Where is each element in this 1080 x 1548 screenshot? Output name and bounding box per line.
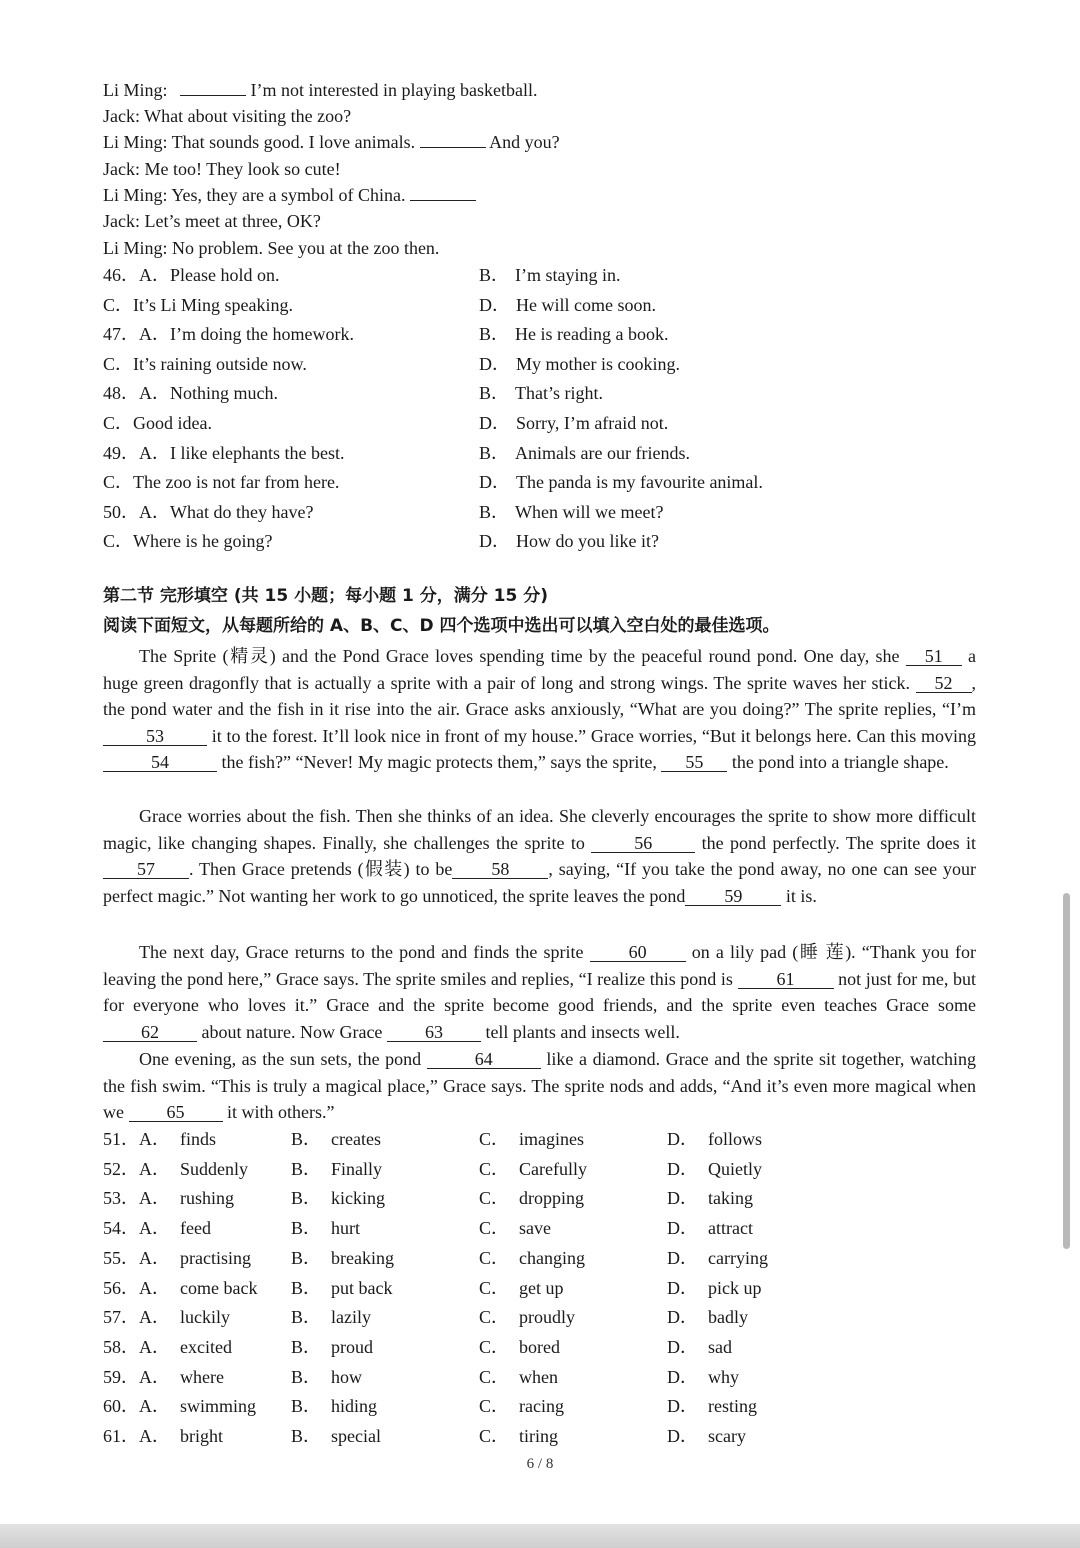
- option-label: B．: [291, 1188, 322, 1209]
- option-label: D．: [667, 1336, 698, 1357]
- cloze-option-row: [103, 1158, 1003, 1180]
- option-row: [103, 501, 1003, 523]
- passage-text: , saying, “If you take the pond away, no one can see your perfect magic.” Not wanting her work to go unnoticed, the sprite leaves the pond: [103, 859, 976, 906]
- option-text: Finally: [331, 1158, 383, 1179]
- cloze-option-c: [479, 1158, 587, 1180]
- option-label: D．: [667, 1158, 698, 1179]
- option-text: get up: [519, 1277, 564, 1298]
- cloze-option-b: [291, 1366, 362, 1388]
- dialogue-text: Li Ming: That sounds good. I love animals.: [103, 132, 420, 152]
- answer-blank: [410, 186, 476, 201]
- page-number: 6 / 8: [526, 1456, 554, 1472]
- option-label: B．: [291, 1247, 322, 1268]
- option-right: [479, 294, 656, 316]
- option-text: bright: [180, 1426, 223, 1446]
- dialogue-text: I’m not interested in playing basketball.: [246, 80, 538, 100]
- section-instruction: 阅读下面短文，从每题所给的 A、B、C、D 四个选项中选出可以填入空白处的最佳选项。: [103, 616, 780, 636]
- option-text: pick up: [708, 1277, 762, 1298]
- option-left: [103, 442, 344, 464]
- passage-text: . Then Grace pretends (假装) to be: [189, 859, 453, 879]
- dialogue-text: And you?: [485, 132, 560, 152]
- option-label: C．: [479, 1129, 510, 1149]
- option-label: D．: [667, 1396, 698, 1417]
- option-label: D．: [667, 1307, 698, 1328]
- cloze-option-c: [479, 1187, 584, 1209]
- question-number: 51．: [103, 1129, 139, 1149]
- passage-text: not just for me, but for everyone who loves it.” Grace and the sprite become good friends, and the sprite even teaches Grace some: [103, 968, 976, 1015]
- option-text: where: [180, 1366, 224, 1387]
- option-label: B．: [479, 324, 510, 345]
- option-label: C．: [479, 1396, 510, 1417]
- option-text: He will come soon.: [516, 294, 656, 315]
- question-number: 56．: [103, 1277, 139, 1298]
- option-text: Nothing much.: [170, 383, 278, 404]
- passage-paragraph-2: [103, 803, 976, 909]
- option-text: why: [708, 1366, 739, 1387]
- passage-text: it to the forest. It’ll look nice in front of my house.” Grace worries, “But it belongs here. Can this moving: [207, 725, 976, 746]
- option-text: How do you like it?: [516, 531, 659, 552]
- option-text: hiding: [331, 1396, 378, 1417]
- option-text: dropping: [519, 1188, 585, 1209]
- option-label: A．: [139, 1247, 170, 1268]
- option-text: racing: [519, 1396, 564, 1417]
- option-row: [103, 382, 1003, 404]
- cloze-option-c: [479, 1366, 558, 1388]
- option-label: B．: [291, 1277, 322, 1298]
- option-label: C．: [479, 1277, 510, 1298]
- option-text: It’s Li Ming speaking.: [133, 294, 294, 315]
- option-label: B．: [291, 1426, 322, 1446]
- option-text: luckily: [180, 1307, 230, 1328]
- option-row: [103, 530, 1003, 552]
- option-text: bored: [519, 1336, 560, 1357]
- option-right: [479, 323, 668, 345]
- blank-63: 63: [387, 1023, 481, 1042]
- cloze-option-d: [667, 1366, 739, 1388]
- option-label: A．: [139, 1129, 170, 1149]
- option-label: C．: [479, 1247, 510, 1268]
- cloze-option-d: [667, 1247, 768, 1269]
- blank-51: 51: [906, 647, 962, 666]
- option-right: [479, 353, 680, 375]
- option-text: Where is he going?: [133, 531, 273, 552]
- option-text: hurt: [331, 1218, 361, 1239]
- cloze-option-a: [103, 1128, 216, 1150]
- cloze-option-c: [479, 1336, 560, 1358]
- cloze-option-a: [103, 1247, 251, 1269]
- option-label: C．: [479, 1307, 510, 1328]
- cloze-option-a: [103, 1366, 224, 1388]
- option-text: follows: [708, 1129, 762, 1149]
- option-right: [479, 471, 763, 493]
- option-left: [103, 382, 278, 404]
- cloze-option-row: [103, 1366, 1003, 1388]
- option-text: swimming: [180, 1396, 257, 1417]
- option-label: D．: [667, 1426, 698, 1446]
- option-left: [103, 294, 293, 316]
- option-left: [103, 530, 272, 552]
- option-right: [479, 382, 603, 404]
- option-row: [103, 264, 1003, 286]
- option-label: 50．A．: [103, 501, 170, 522]
- option-label: B．: [291, 1307, 322, 1328]
- option-label: D．: [479, 531, 510, 552]
- cloze-option-d: [667, 1217, 753, 1239]
- option-text: Animals are our friends.: [515, 442, 690, 463]
- cloze-option-d: [667, 1277, 762, 1299]
- option-text: creates: [331, 1129, 381, 1149]
- option-text: I’m staying in.: [515, 265, 621, 285]
- option-text: scary: [708, 1426, 746, 1446]
- blank-65: 65: [129, 1103, 223, 1122]
- option-row: [103, 353, 1003, 375]
- passage-text: Grace worries about the fish. Then she thinks of an idea. She cleverly encourages the sprite to show more difficult magic, like changing shapes. Finally, she challenges the sprite to: [103, 806, 976, 853]
- option-label: A．: [139, 1396, 170, 1417]
- option-label: D．: [667, 1247, 698, 1268]
- option-row: [103, 412, 1003, 434]
- cloze-option-b: [291, 1247, 394, 1269]
- option-label: C．: [103, 294, 134, 315]
- blank-60: 60: [590, 943, 686, 962]
- scrollbar[interactable]: [1063, 893, 1070, 1249]
- option-left: [103, 471, 339, 493]
- option-text: kicking: [331, 1188, 386, 1209]
- answer-blank: [420, 133, 486, 148]
- option-left: [103, 501, 313, 523]
- option-label: C．: [103, 472, 134, 493]
- passage-text: The Sprite (精灵) and the Pond Grace loves spending time by the peaceful round pond. One day, she: [139, 646, 906, 666]
- answer-blank: [180, 81, 246, 96]
- cloze-option-d: [667, 1395, 757, 1417]
- cloze-option-d: [667, 1425, 746, 1447]
- option-label: 48．A．: [103, 383, 170, 404]
- dialogue-line: [103, 238, 439, 258]
- passage-text: The next day, Grace returns to the pond and finds the sprite: [139, 942, 590, 962]
- option-label: B．: [291, 1366, 322, 1387]
- blank-58: 58: [452, 860, 548, 879]
- option-label: A．: [139, 1336, 170, 1357]
- option-text: special: [331, 1426, 381, 1446]
- option-label: D．: [479, 353, 510, 374]
- option-text: Please hold on.: [170, 265, 280, 285]
- option-text: The zoo is not far from here.: [133, 472, 340, 493]
- question-number: 60．: [103, 1396, 139, 1417]
- option-label: B．: [291, 1396, 322, 1417]
- dialogue-line: [103, 185, 476, 205]
- cloze-option-a: [103, 1217, 211, 1239]
- dialogue-line: [103, 132, 560, 152]
- option-label: C．: [479, 1366, 510, 1387]
- passage-text: the fish?” “Never! My magic protects them,” says the sprite,: [217, 752, 662, 772]
- option-label: D．: [667, 1277, 698, 1298]
- option-text: Carefully: [519, 1158, 587, 1179]
- option-text: save: [519, 1218, 551, 1239]
- cloze-option-row: [103, 1336, 1003, 1358]
- passage-text: on a lily pad (睡 莲). “Thank you for leaving the pond here,” Grace says. The sprite smiles and replies, “I realize this pond is: [103, 942, 977, 989]
- passage-text: like a diamond. Grace and the sprite sit together, watching the fish swim. “This is truly a magical place,” Grace says. The sprite nods and adds, “And it’s even more magical when we: [103, 1049, 976, 1122]
- question-number: 55．: [103, 1247, 139, 1268]
- blank-52: 52: [916, 674, 972, 693]
- option-label: C．: [479, 1158, 510, 1179]
- cloze-option-b: [291, 1187, 385, 1209]
- blank-62: 62: [103, 1023, 197, 1042]
- option-text: how: [331, 1366, 363, 1387]
- option-right: [479, 530, 659, 552]
- dialogue-text: Li Ming:: [103, 80, 173, 100]
- option-label: D．: [667, 1366, 698, 1387]
- dialogue-text: Jack: What about visiting the zoo?: [103, 106, 352, 126]
- option-label: C．: [479, 1336, 510, 1357]
- option-label: D．: [479, 472, 510, 493]
- option-text: It’s raining outside now.: [133, 353, 307, 374]
- option-text: Suddenly: [180, 1158, 249, 1179]
- cloze-option-d: [667, 1128, 762, 1150]
- passage-text: it is.: [781, 885, 817, 906]
- option-text: sad: [708, 1336, 732, 1357]
- cloze-option-c: [479, 1425, 558, 1447]
- option-text: taking: [708, 1188, 753, 1209]
- cloze-option-c: [479, 1128, 584, 1150]
- cloze-option-b: [291, 1158, 382, 1180]
- option-text: changing: [519, 1247, 585, 1268]
- option-label: B．: [479, 383, 510, 404]
- option-label: D．: [479, 413, 510, 433]
- option-right: [479, 442, 690, 464]
- dialogue-line: [103, 106, 351, 126]
- option-text: I’m doing the homework.: [170, 324, 354, 345]
- option-row: [103, 294, 1003, 316]
- blank-54: 54: [103, 753, 217, 772]
- blank-57: 57: [103, 860, 189, 879]
- cloze-option-a: [103, 1187, 234, 1209]
- option-text: That’s right.: [515, 383, 604, 404]
- cloze-option-b: [291, 1306, 371, 1328]
- dialogue-text: Jack: Let’s meet at three, OK?: [103, 211, 321, 231]
- option-label: B．: [291, 1336, 322, 1357]
- cloze-option-c: [479, 1247, 585, 1269]
- cloze-option-d: [667, 1158, 762, 1180]
- cloze-option-a: [103, 1158, 248, 1180]
- blank-64: 64: [427, 1050, 541, 1069]
- passage-text: tell plants and insects well.: [480, 1021, 680, 1042]
- option-text: I like elephants the best.: [170, 442, 345, 463]
- option-text: excited: [180, 1336, 232, 1357]
- option-text: He is reading a book.: [515, 324, 669, 345]
- cloze-option-d: [667, 1336, 732, 1358]
- option-text: resting: [708, 1396, 757, 1417]
- cloze-option-a: [103, 1306, 230, 1328]
- cloze-option-a: [103, 1277, 257, 1299]
- option-text: proudly: [519, 1307, 576, 1328]
- option-left: [103, 323, 354, 345]
- option-label: D．: [479, 294, 510, 315]
- dialogue-line: [103, 159, 341, 179]
- cloze-option-row: [103, 1128, 1003, 1150]
- option-label: A．: [139, 1188, 170, 1209]
- option-label: C．: [103, 353, 134, 374]
- option-label: 47．A．: [103, 324, 170, 345]
- cloze-option-b: [291, 1217, 360, 1239]
- option-label: D．: [667, 1129, 698, 1149]
- passage-paragraph-4: [103, 1046, 976, 1126]
- cloze-option-b: [291, 1277, 393, 1299]
- option-label: C．: [479, 1426, 510, 1446]
- option-text: finds: [180, 1129, 216, 1149]
- option-text: Good idea.: [133, 413, 212, 433]
- option-left: [103, 353, 307, 375]
- option-text: tiring: [519, 1426, 559, 1446]
- question-number: 59．: [103, 1366, 139, 1387]
- option-right: [479, 501, 663, 523]
- option-text: rushing: [180, 1188, 234, 1209]
- cloze-option-row: [103, 1306, 1003, 1328]
- option-text: practising: [180, 1247, 251, 1268]
- blank-56: 56: [591, 834, 695, 853]
- cloze-option-b: [291, 1425, 381, 1447]
- option-text: attract: [708, 1218, 753, 1239]
- option-text: come back: [180, 1277, 258, 1298]
- blank-59: 59: [685, 887, 781, 906]
- option-label: 46．A．: [103, 265, 170, 285]
- question-number: 53．: [103, 1188, 139, 1209]
- passage-text: about nature. Now Grace: [197, 1021, 387, 1042]
- option-right: [479, 264, 621, 286]
- option-label: B．: [479, 501, 510, 522]
- option-label: A．: [139, 1158, 170, 1179]
- option-text: Sorry, I’m afraid not.: [516, 413, 669, 433]
- option-left: [103, 412, 212, 434]
- option-label: C．: [103, 413, 134, 433]
- cloze-option-b: [291, 1128, 381, 1150]
- option-label: A．: [139, 1307, 170, 1328]
- dialogue-line: [103, 80, 537, 100]
- cloze-option-b: [291, 1336, 373, 1358]
- cloze-option-c: [479, 1395, 564, 1417]
- question-number: 52．: [103, 1158, 139, 1179]
- passage-text: , the pond water and the fish in it rise into the air. Grace asks anxiously, “What are you doing?” The sprite replies, “I’m: [103, 672, 976, 719]
- option-text: feed: [180, 1218, 211, 1239]
- option-text: put back: [331, 1277, 393, 1298]
- cloze-option-d: [667, 1306, 748, 1328]
- option-label: 49．A．: [103, 442, 170, 463]
- option-text: breaking: [331, 1247, 394, 1268]
- option-right: [479, 412, 668, 434]
- option-label: B．: [291, 1218, 322, 1239]
- option-label: A．: [139, 1218, 170, 1239]
- question-number: 54．: [103, 1218, 139, 1239]
- option-label: A．: [139, 1366, 170, 1387]
- option-label: D．: [667, 1188, 698, 1209]
- cloze-option-row: [103, 1425, 1003, 1447]
- question-number: 58．: [103, 1336, 139, 1357]
- option-text: lazily: [331, 1307, 371, 1328]
- option-text: The panda is my favourite animal.: [516, 472, 763, 493]
- option-text: Quietly: [708, 1158, 762, 1179]
- passage-text: One evening, as the sun sets, the pond: [139, 1049, 427, 1069]
- question-number: 61．: [103, 1426, 139, 1446]
- cloze-option-row: [103, 1247, 1003, 1269]
- cloze-option-a: [103, 1425, 223, 1447]
- option-label: A．: [139, 1426, 170, 1446]
- option-text: carrying: [708, 1247, 768, 1268]
- option-row: [103, 471, 1003, 493]
- blank-53: 53: [103, 727, 207, 746]
- cloze-option-b: [291, 1395, 377, 1417]
- option-left: [103, 264, 280, 286]
- dialogue-line: [103, 211, 321, 231]
- option-text: imagines: [519, 1129, 585, 1149]
- cloze-option-a: [103, 1336, 232, 1358]
- dialogue-text: Li Ming: No problem. See you at the zoo then.: [103, 238, 440, 258]
- cloze-option-c: [479, 1217, 551, 1239]
- passage-text: a huge green dragonfly that is actually a sprite with a pair of long and strong wings. The sprite waves her stick.: [103, 646, 976, 693]
- option-text: when: [519, 1366, 559, 1387]
- cloze-option-row: [103, 1277, 1003, 1299]
- option-text: proud: [331, 1336, 374, 1357]
- option-text: When will we meet?: [515, 501, 664, 522]
- passage-paragraph-3: [103, 939, 976, 1045]
- cloze-option-row: [103, 1217, 1003, 1239]
- option-label: C．: [479, 1218, 510, 1239]
- option-label: A．: [139, 1277, 170, 1298]
- dialogue-text: Li Ming: Yes, they are a symbol of China.: [103, 185, 410, 205]
- cloze-option-c: [479, 1306, 575, 1328]
- cloze-option-row: [103, 1187, 1003, 1209]
- option-text: badly: [708, 1307, 748, 1328]
- cloze-option-row: [103, 1395, 1003, 1417]
- option-row: [103, 323, 1003, 345]
- option-label: B．: [291, 1158, 322, 1179]
- passage-paragraph-1: [103, 643, 976, 776]
- cloze-option-c: [479, 1277, 564, 1299]
- option-text: What do they have?: [170, 501, 314, 522]
- section-heading: 第二节 完形填空 (共 15 小题；每小题 1 分，满分 15 分): [103, 586, 549, 606]
- option-label: B．: [479, 265, 510, 285]
- bottom-bar: [0, 1524, 1080, 1548]
- cloze-option-d: [667, 1187, 753, 1209]
- question-number: 57．: [103, 1307, 139, 1328]
- dialogue-text: Jack: Me too! They look so cute!: [103, 159, 341, 179]
- option-label: D．: [667, 1218, 698, 1239]
- passage-text: it with others.”: [222, 1102, 335, 1122]
- option-row: [103, 442, 1003, 464]
- option-label: C．: [479, 1188, 510, 1209]
- passage-text: the pond perfectly. The sprite does it: [695, 832, 976, 853]
- blank-61: 61: [738, 970, 834, 989]
- passage-text: the pond into a triangle shape.: [727, 752, 949, 772]
- option-text: My mother is cooking.: [516, 353, 680, 374]
- option-label: B．: [479, 442, 510, 463]
- option-label: C．: [103, 531, 134, 552]
- option-label: B．: [291, 1129, 322, 1149]
- blank-55: 55: [661, 753, 727, 772]
- cloze-option-a: [103, 1395, 256, 1417]
